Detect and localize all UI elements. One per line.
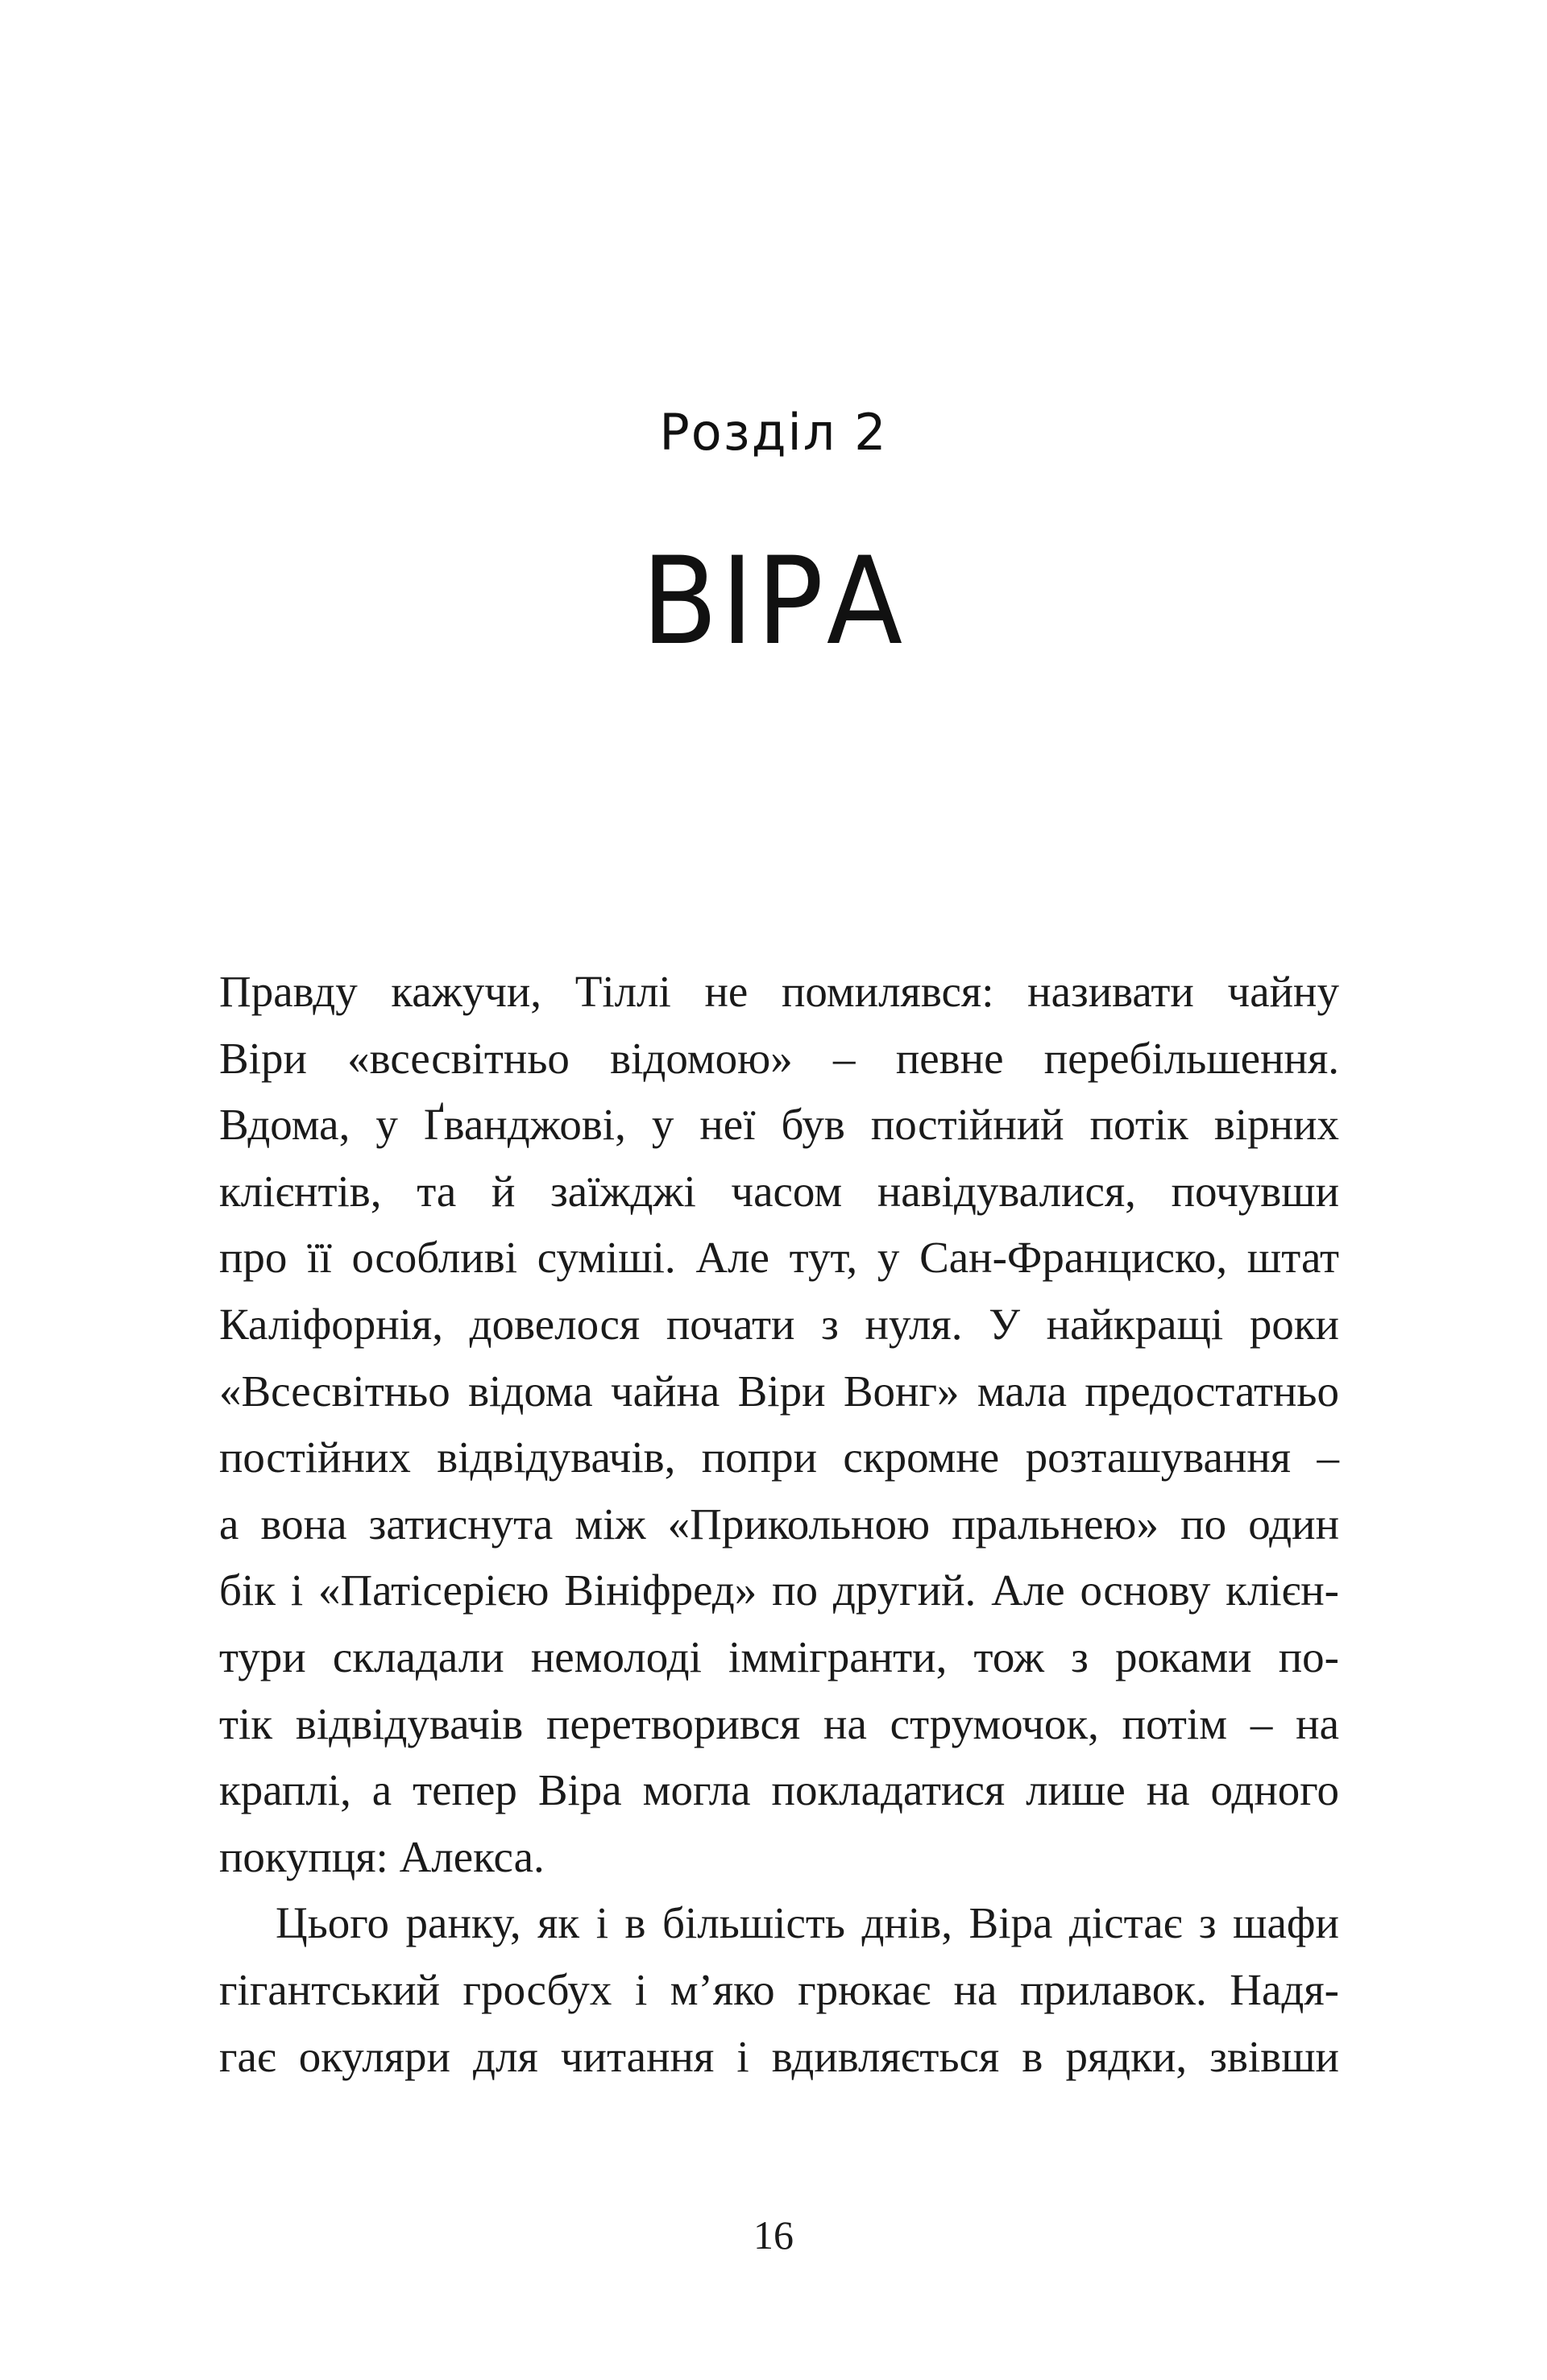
text-line: Вдома, у Ґванджові, у неї був постійний потік вірних [219,1100,1339,1150]
text-line: тік відвідувачів перетворився на струмочок, потім – на [219,1698,1339,1748]
text-line: постійних відвідувачів, попри скромне розташування – [219,1433,1339,1482]
page-number: 16 [753,2212,794,2258]
paragraph-2 [219,1890,1339,2090]
text-line: «Всесвітньо відома чайна Віри Вонг» мала предостатньо [219,1366,1339,1416]
chapter-title: ВІРА [641,532,906,672]
text-line: а вона затиснута між «Прикольною пральнею» по один [219,1499,1339,1549]
text-line: про її особливі суміші. Але тут, у Сан-Франциско, штат [219,1233,1339,1283]
text-line: покупця: Алекса. [219,1831,545,1881]
text-line: клієнтів, та й заїжджі часом навідувалися, почувши [219,1166,1339,1216]
paragraph-1 [219,959,1339,1890]
text-line: Правду кажучи, Тіллі не помилявся: називати чайну [219,967,1339,1016]
body-text [219,959,1339,2090]
text-line: Каліфорнія, довелося почати з нуля. У найкращі роки [219,1299,1339,1349]
text-line: тури складали немолоді іммігранти, тож з роками по- [219,1632,1339,1681]
text-line: краплі, а тепер Віра могла покладатися лише на одного [219,1765,1339,1815]
text-line: гає окуляри для читання і вдивляється в рядки, звівши [219,2031,1339,2081]
text-line: Віри «всесвітньо відомою» – певне перебільшення. [219,1033,1339,1083]
text-line: гігантський гросбух і м’яко грюкає на прилавок. Надя- [219,1964,1339,2014]
text-line: бік і «Патісерією Вініфред» по другий. Але основу клієн- [219,1565,1339,1615]
chapter-label: Розділ 2 [659,403,888,462]
text-line: Цього ранку, як і в більшість днів, Віра дістає з шафи [276,1898,1339,1948]
